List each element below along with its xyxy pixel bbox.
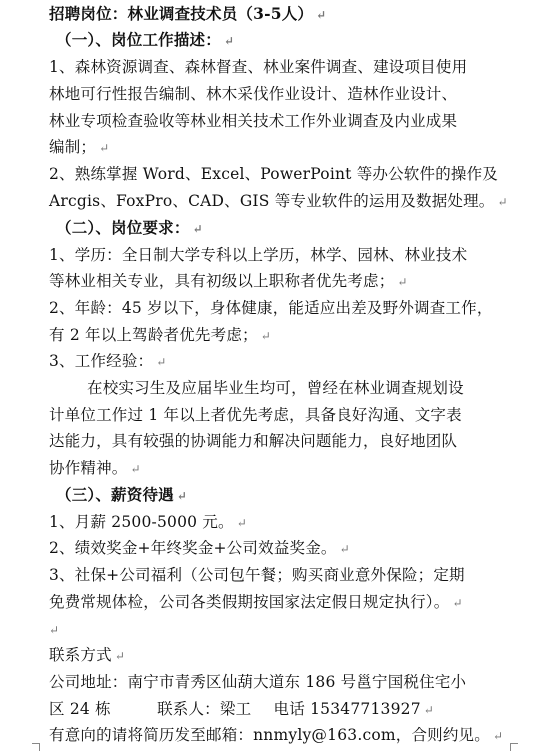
req-item-1-line-2: 等林业相关专业，具有初级以上职称者优先考虑； ↵ xyxy=(49,272,408,290)
paragraph-mark-icon: ↵ xyxy=(397,275,408,289)
duties-item-2-line-2: Arcgis、FoxPro、CAD、GIS 等专业软件的运用及数据处理。 ↵ xyxy=(49,192,508,210)
contact-address-line-2: 区 24 栋 联系人：梁工 电话 15347713927 ↵ xyxy=(49,700,435,718)
section-heading-requirements: （二）、岗位要求： ↵ xyxy=(56,218,203,237)
duties-item-1-line-4: 编制； ↵ xyxy=(49,138,110,156)
contact-heading: 联系方式 ↵ xyxy=(49,646,126,664)
salary-item-2: 2、绩效奖金+年终奖金+公司效益奖金。 ↵ xyxy=(49,539,350,557)
paragraph-mark-icon: ↵ xyxy=(260,329,271,343)
duties-item-2-line-1: 2、熟练掌握 Word、Excel、PowerPoint 等办公软件的操作及 xyxy=(49,165,499,183)
paragraph-mark-icon: ↵ xyxy=(49,623,60,637)
contact-person: 联系人：梁工 xyxy=(157,700,252,718)
req-detail-line-4: 协作精神。 ↵ xyxy=(49,459,141,477)
paragraph-mark-icon: ↵ xyxy=(223,34,235,48)
paragraph-mark-icon: ↵ xyxy=(99,141,110,155)
req-detail-line-1: 在校实习生及应届毕业生均可，曾经在林业调查规划设 xyxy=(87,379,464,397)
page-corner-marker-right xyxy=(510,743,518,751)
salary-item-3-line-2: 免费常规体检，公司各类假期按国家法定假日规定执行）。 ↵ xyxy=(49,593,463,611)
duties-item-1-line-3: 林业专项检查验收等林业相关技术工作外业调查及内业成果 xyxy=(49,112,458,130)
paragraph-mark-icon: ↵ xyxy=(497,195,508,209)
contact-phone: 电话 15347713927 xyxy=(273,700,421,718)
paragraph-mark-icon: ↵ xyxy=(130,462,141,476)
paragraph-mark-icon: ↵ xyxy=(316,8,327,22)
paragraph-mark-icon: ↵ xyxy=(423,703,435,717)
duties-item-1-line-2: 林地可行性报告编制、林木采伐作业设计、造林作业设计、 xyxy=(49,85,458,103)
req-detail-line-2: 计单位工作过 1 年以上者优先考虑，具备良好沟通、文字表 xyxy=(49,406,462,424)
paragraph-mark-icon: ↵ xyxy=(156,355,167,369)
section-heading-duties: （一）、岗位工作描述： ↵ xyxy=(56,30,235,49)
req-detail-line-3: 达能力，具有较强的协调能力和解决问题能力，良好地团队 xyxy=(49,432,458,450)
document-title: 招聘岗位：林业调查技术员（3-5人） ↵ xyxy=(49,4,327,23)
req-item-3-line-1: 3、工作经验： ↵ xyxy=(49,352,167,370)
paragraph-mark-icon: ↵ xyxy=(176,489,188,503)
contact-email-line: 有意向的请将简历发至邮箱：nnmyly@163.com，合则约见。 ↵ xyxy=(49,726,504,744)
page-corner-marker-left xyxy=(32,743,40,751)
paragraph-mark-icon: ↵ xyxy=(452,596,463,610)
salary-item-3-line-1: 3、社保+公司福利（公司包午餐；购买商业意外保险；定期 xyxy=(49,566,465,584)
req-item-1-line-1: 1、学历：全日制大学专科以上学历，林学、园林、林业技术 xyxy=(49,246,468,264)
paragraph-mark-icon: ↵ xyxy=(192,222,203,236)
section-heading-salary: （三）、薪资待遇 ↵ xyxy=(56,485,188,504)
paragraph-mark-icon: ↵ xyxy=(492,729,504,743)
contact-address-line-1: 公司地址：南宁市青秀区仙葫大道东 186 号邕宁国税住宅小 xyxy=(49,673,467,691)
paragraph-mark-icon: ↵ xyxy=(236,516,248,530)
req-item-2-line-2: 有 2 年以上驾龄者优先考虑； ↵ xyxy=(49,326,271,344)
salary-item-1: 1、月薪 2500-5000 元。 ↵ xyxy=(49,513,248,531)
duties-item-1-line-1: 1、森林资源调查、森林督查、林业案件调查、建设项目使用 xyxy=(49,58,468,76)
paragraph-mark-icon: ↵ xyxy=(114,649,126,663)
paragraph-mark-icon: ↵ xyxy=(339,542,350,556)
empty-paragraph xyxy=(49,619,527,640)
req-item-2-line-1: 2、年龄：45 岁以下，身体健康，能适应出差及野外调查工作， xyxy=(49,299,493,317)
